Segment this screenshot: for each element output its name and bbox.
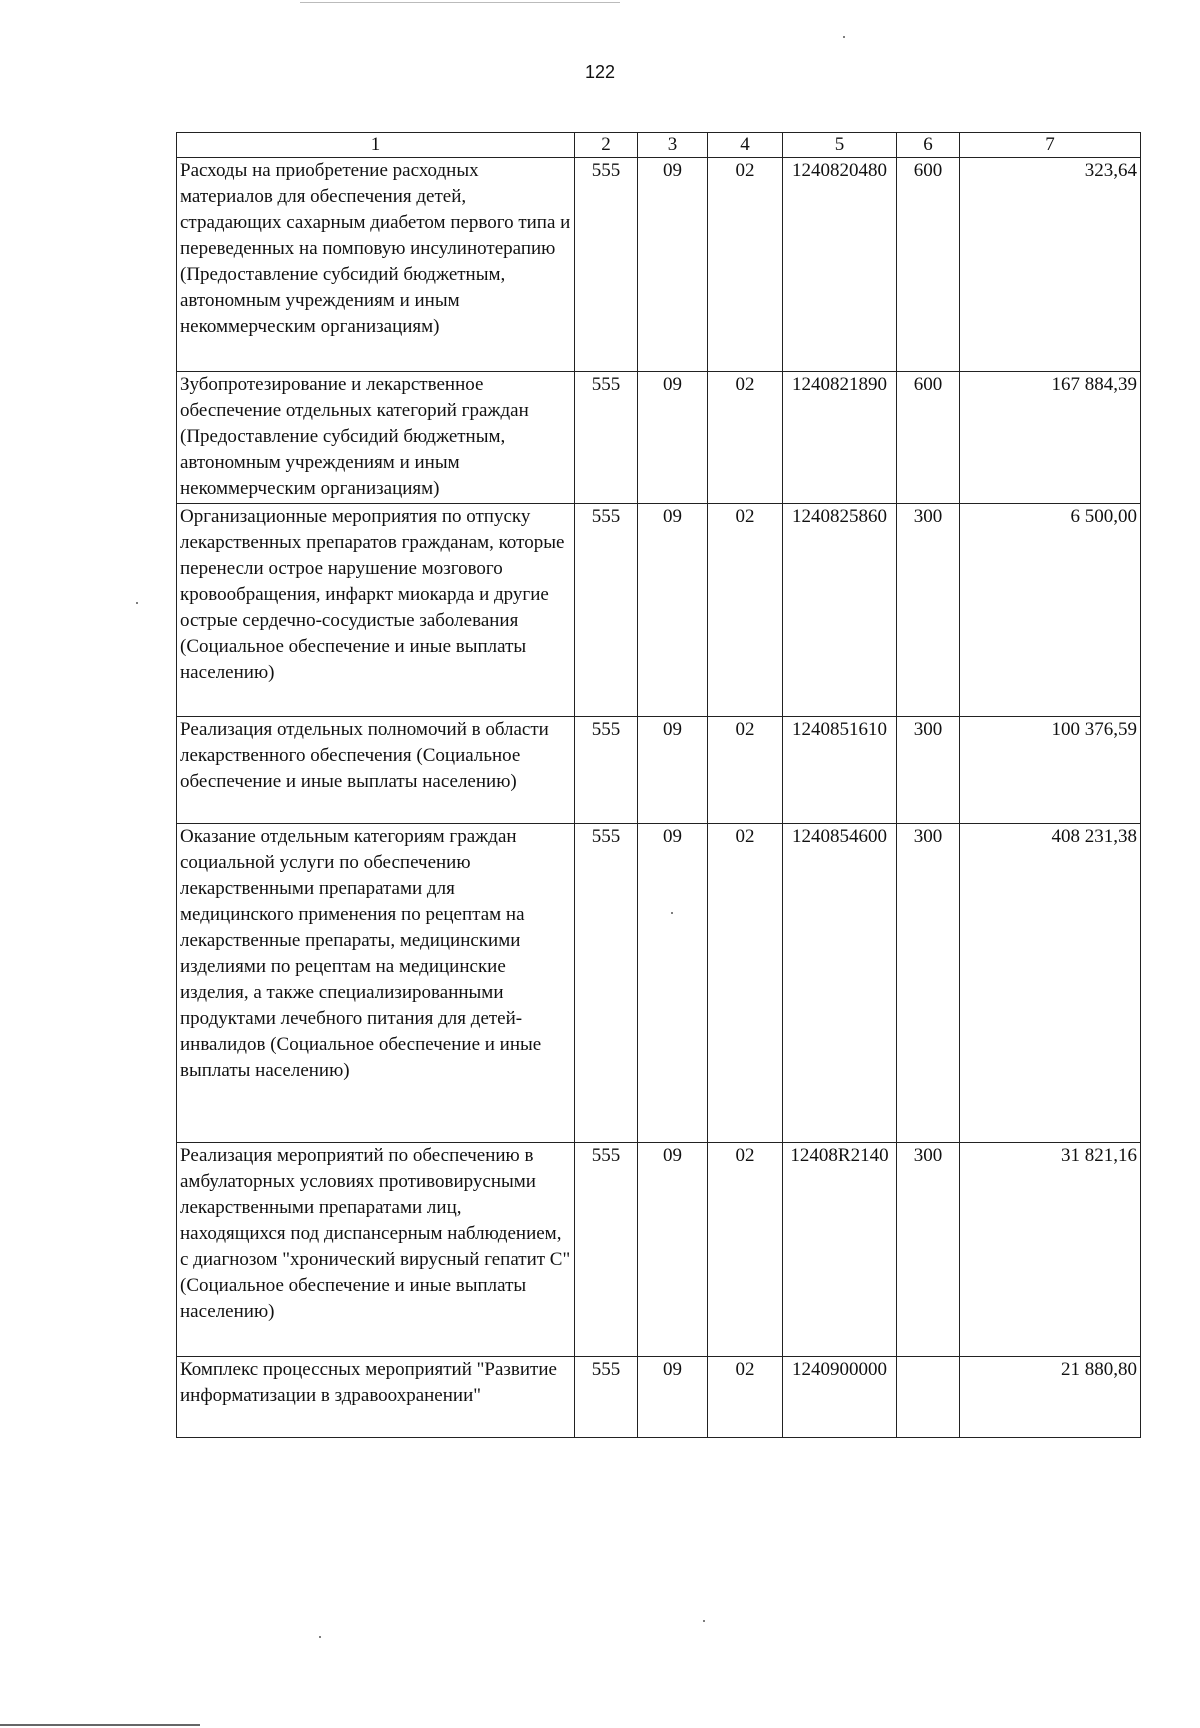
ministry-code: 555 <box>575 1357 638 1438</box>
target-item-code: 1240821890 <box>783 372 897 504</box>
column-header: 6 <box>897 133 960 158</box>
scan-artifact-bottom <box>0 1724 200 1726</box>
amount-value: 323,64 <box>960 158 1141 372</box>
table-row <box>177 158 1141 372</box>
amount-value: 21 880,80 <box>960 1357 1141 1438</box>
target-item-code: 1240900000 <box>783 1357 897 1438</box>
expense-type-code <box>897 1357 960 1438</box>
subsection-code: 02 <box>708 1143 783 1357</box>
expense-name: Комплекс процессных мероприятий "Развитие информатизации в здравоохранении" <box>177 1357 575 1438</box>
expense-type-code: 300 <box>897 1143 960 1357</box>
table-row <box>177 824 1141 1143</box>
expense-type-code: 300 <box>897 824 960 1143</box>
section-code: 09 <box>638 1357 708 1438</box>
ministry-code: 555 <box>575 504 638 717</box>
amount-value: 31 821,16 <box>960 1143 1141 1357</box>
subsection-code: 02 <box>708 1357 783 1438</box>
expense-name: Реализация отдельных полномочий в области лекарственного обеспечения (Социальное обеспечение и иные выплаты населению) <box>177 717 575 824</box>
target-item-code: 1240854600 <box>783 824 897 1143</box>
subsection-code: 02 <box>708 158 783 372</box>
expense-name: Реализация мероприятий по обеспечению в амбулаторных условиях противовирусными лекарственными препаратами лиц, находящихся под диспансерным наблюдением, с диагнозом "хронический вирусный гепатит С" (Социальное обеспечение и иные выплаты населению) <box>177 1143 575 1357</box>
ministry-code: 555 <box>575 824 638 1143</box>
amount-value: 100 376,59 <box>960 717 1141 824</box>
column-header: 1 <box>177 133 575 158</box>
column-header: 7 <box>960 133 1141 158</box>
expense-name: Оказание отдельным категориям граждан социальной услуги по обеспечению лекарственными препаратами для медицинского применения по рецептам на лекарственные препараты, медицинскими изделиями по рецептам на медицинские изделия, а также специализированными продуктами лечебного питания для детей-инвалидов (Социальное обеспечение и иные выплаты населению) <box>177 824 575 1143</box>
section-code: 09 <box>638 824 708 1143</box>
scan-speck <box>843 36 845 38</box>
target-item-code: 1240820480 <box>783 158 897 372</box>
table-row <box>177 1357 1141 1438</box>
table-row <box>177 717 1141 824</box>
column-header: 3 <box>638 133 708 158</box>
column-header: 2 <box>575 133 638 158</box>
scan-speck <box>136 602 138 604</box>
ministry-code: 555 <box>575 158 638 372</box>
ministry-code: 555 <box>575 1143 638 1357</box>
column-header: 5 <box>783 133 897 158</box>
table-header-row <box>177 133 1141 158</box>
amount-value: 6 500,00 <box>960 504 1141 717</box>
ministry-code: 555 <box>575 372 638 504</box>
expense-name: Расходы на приобретение расходных материалов для обеспечения детей, страдающих сахарным диабетом первого типа и переведенных на помповую инсулинотерапию (Предоставление субсидий бюджетным, автономным учреждениям и иным некоммерческим организациям) <box>177 158 575 372</box>
scan-speck <box>703 1620 705 1622</box>
expense-name: Зубопротезирование и лекарственное обеспечение отдельных категорий граждан (Предоставление субсидий бюджетным, автономным учреждениям и иным некоммерческим организациям) <box>177 372 575 504</box>
budget-table <box>176 132 1141 1438</box>
expense-type-code: 300 <box>897 717 960 824</box>
section-code: 09 <box>638 372 708 504</box>
scan-speck <box>671 912 673 914</box>
expense-name: Организационные мероприятия по отпуску лекарственных препаратов гражданам, которые перенесли острое нарушение мозгового кровообращения, инфаркт миокарда и другие острые сердечно-сосудистые заболевания (Социальное обеспечение и иные выплаты населению) <box>177 504 575 717</box>
table-row <box>177 504 1141 717</box>
page-number: 122 <box>584 62 616 82</box>
amount-value: 408 231,38 <box>960 824 1141 1143</box>
amount-value: 167 884,39 <box>960 372 1141 504</box>
expense-type-code: 600 <box>897 158 960 372</box>
expense-type-code: 300 <box>897 504 960 717</box>
target-item-code: 1240825860 <box>783 504 897 717</box>
expense-type-code: 600 <box>897 372 960 504</box>
table-row <box>177 372 1141 504</box>
subsection-code: 02 <box>708 504 783 717</box>
section-code: 09 <box>638 717 708 824</box>
section-code: 09 <box>638 1143 708 1357</box>
target-item-code: 1240851610 <box>783 717 897 824</box>
target-item-code: 12408R2140 <box>783 1143 897 1357</box>
subsection-code: 02 <box>708 717 783 824</box>
ministry-code: 555 <box>575 717 638 824</box>
subsection-code: 02 <box>708 824 783 1143</box>
table-row <box>177 1143 1141 1357</box>
section-code: 09 <box>638 158 708 372</box>
column-header: 4 <box>708 133 783 158</box>
scan-speck <box>319 1636 321 1638</box>
scan-artifact-top <box>300 2 620 3</box>
section-code: 09 <box>638 504 708 717</box>
subsection-code: 02 <box>708 372 783 504</box>
